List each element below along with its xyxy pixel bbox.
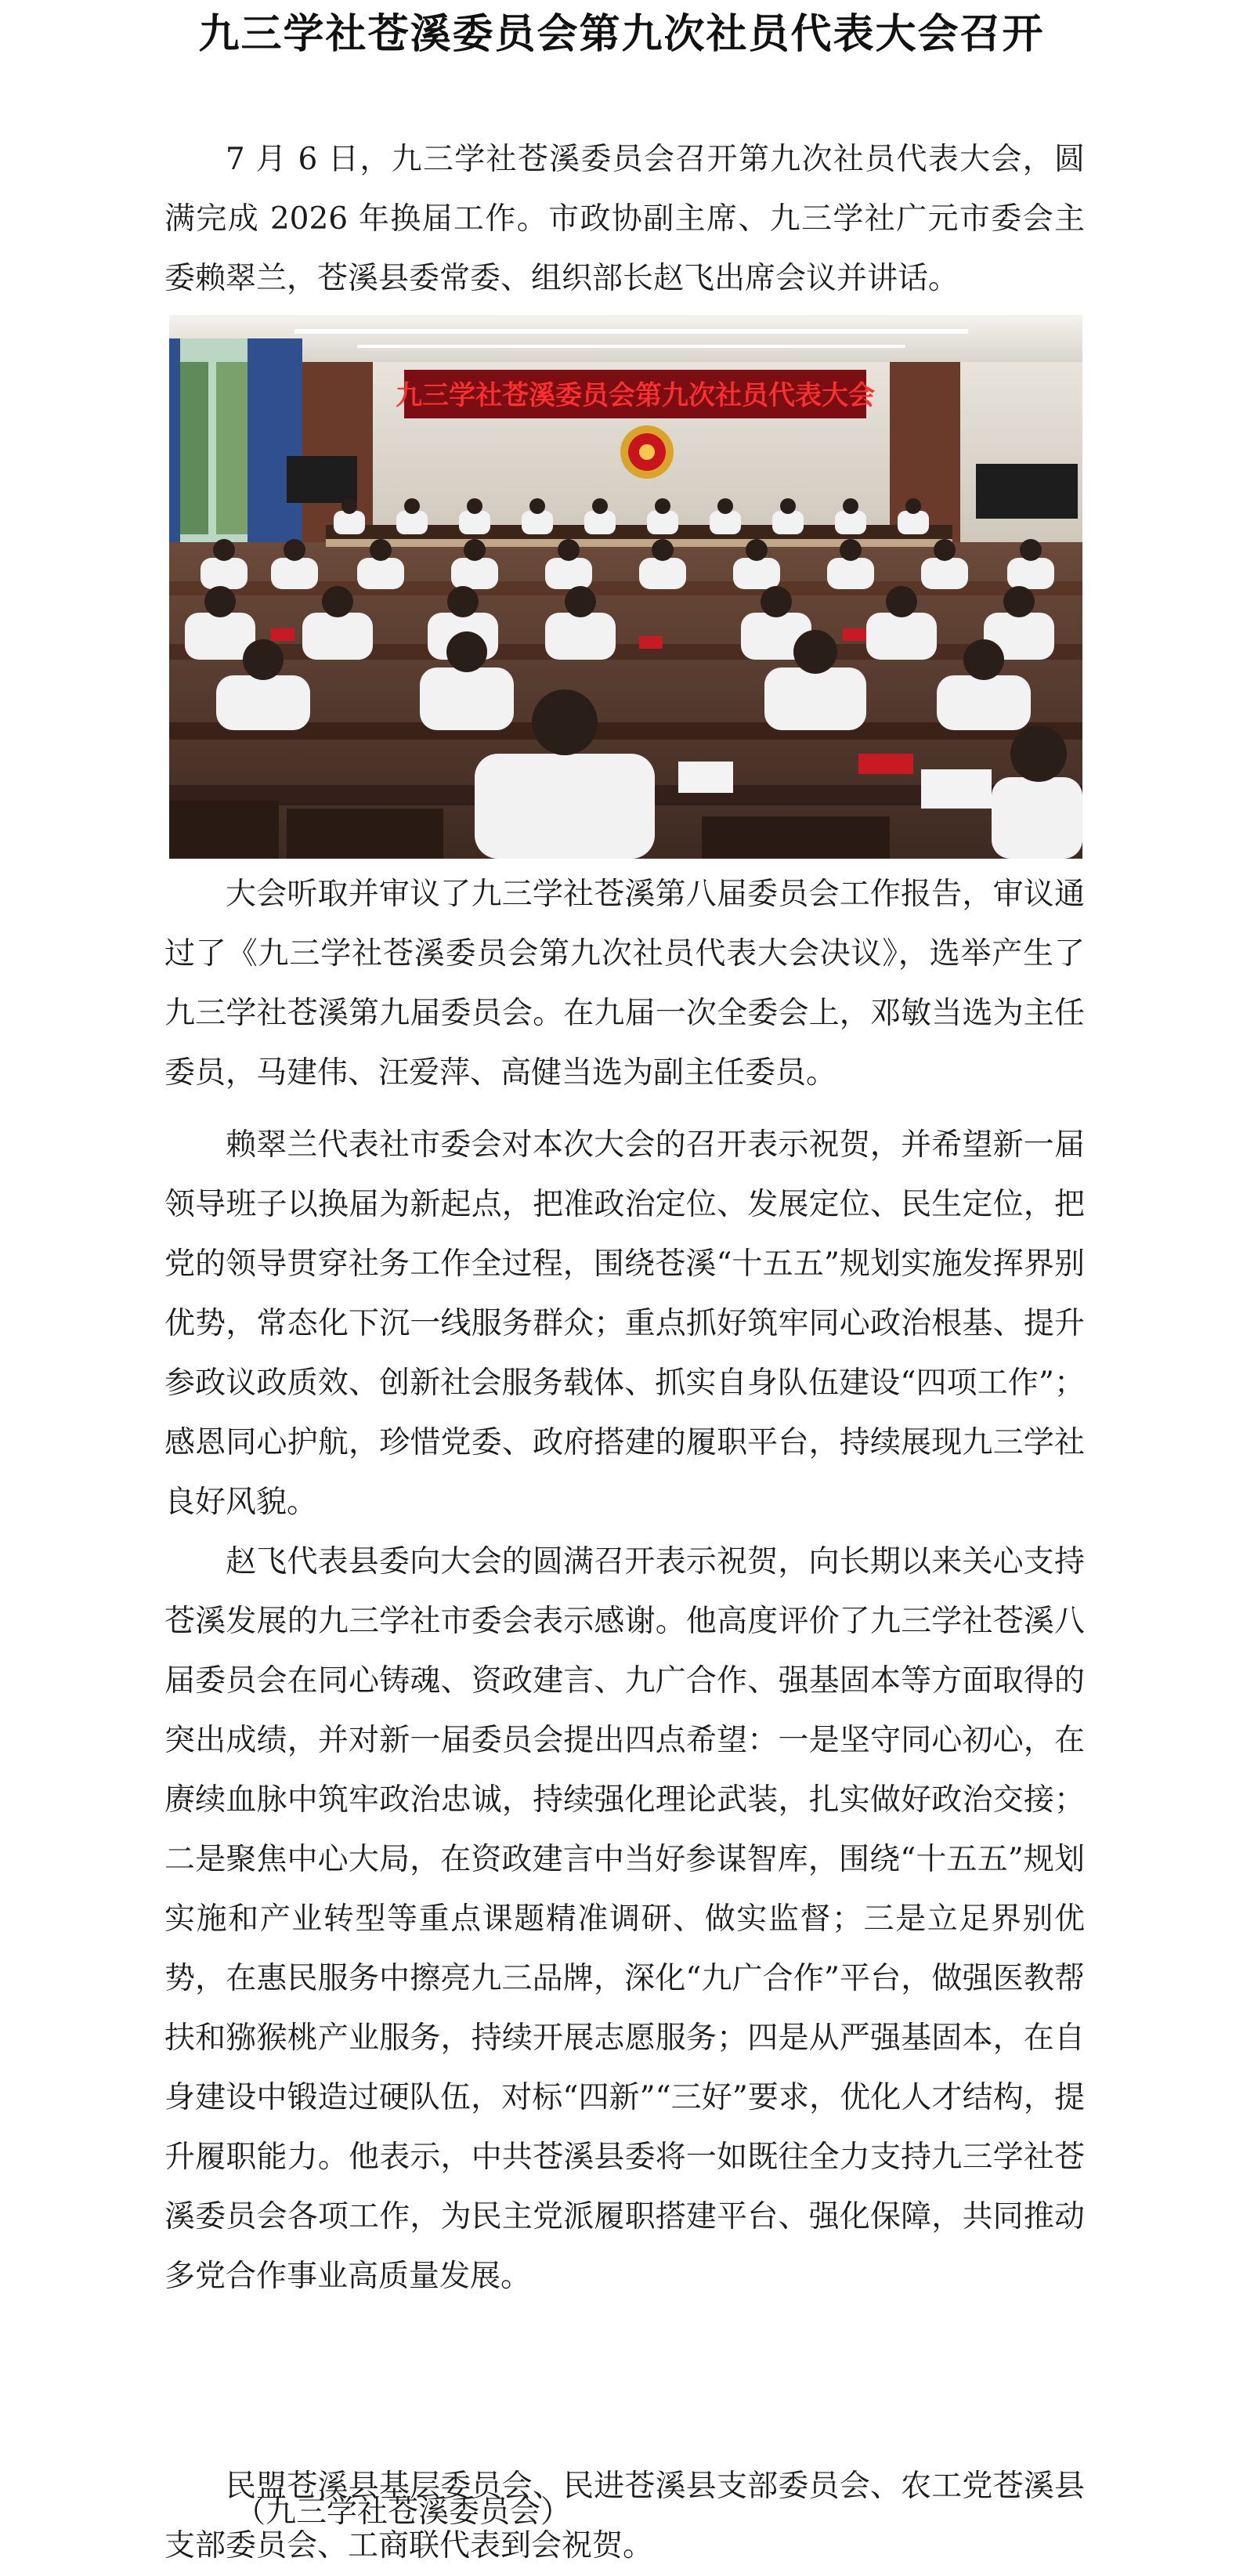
paragraph-zhao-speech: 赵飞代表县委向大会的圆满召开表示祝贺，向长期以来关心支持苍溪发展的九三学社市委会表示感谢。他高度评价了九三学社苍溪八届委员会在同心铸魂、资政建言、九广合作、强基固本等方面取得的突出成绩，并对新一届委员会提出四点希望：一是坚守同心初心，在赓续血脉中筑牢政治忠诚，持续强化理论武装，扎实做好政治交接；二是聚焦中心大局，在资政建言中当好参谋智库，围绕“十五五”规划实施和产业转型等重点课题精准调研、做实监督；三是立足界别优势，在惠民服务中擦亮九三品牌，深化“九广合作”平台，做强医教帮扶和猕猴桃产业服务，持续开展志愿服务；四是从严强基固本，在自身建设中锻造过硬队伍，对标“四新”“三好”要求，优化人才结构，提升履职能力。他表示，中共苍溪县委将一如既往全力支持九三学社苍溪委员会各项工作，为民主党派履职搭建平台、强化保障，共同推动多党合作事业高质量发展。: [164, 1544, 1085, 2294]
article-title: 九三学社苍溪委员会第九次社员代表大会召开: [198, 10, 1045, 58]
paragraph-congratulations: 民盟苍溪县基层委员会、民进苍溪县支部委员会、农工党苍溪县支部委员会、工商联代表到会祝贺。: [164, 2469, 1085, 2563]
paragraph-election: 大会听取并审议了九三学社苍溪第八届委员会工作报告，审议通过了《九三学社苍溪委员会第九次社员代表大会决议》，选举产生了九三学社苍溪第九届委员会。在九届一次全委会上，邓敏当选为主任委员，马建伟、汪爱萍、高健当选为副主任委员。: [164, 877, 1085, 1091]
article-signature: （九三学社苍溪委员会）: [235, 2495, 572, 2530]
cppcc-emblem-icon: [620, 425, 674, 479]
paragraph-lai-speech: 赖翠兰代表社市委会对本次大会的召开表示祝贺，并希望新一届领导班子以换届为新起点，把准政治定位、发展定位、民生定位，把党的领导贯穿社务工作全过程，围绕苍溪“十五五”规划实施发挥界别优势，常态化下沉一线服务群众；重点抓好筑牢同心政治根基、提升参政议政质效、创新社会服务载体、抓实自身队伍建设“四项工作”；感恩同心护航，珍惜党委、政府搭建的履职平台，持续展现九三学社良好风貌。: [164, 1127, 1085, 1520]
banner-text: 九三学社苍溪委员会第九次社员代表大会: [396, 380, 875, 411]
meeting-photo: [169, 315, 1082, 859]
paragraph-intro: 7 月 6 日，九三学社苍溪委员会召开第九次社员代表大会，圆满完成 2026 年换届工作。市政协副主席、九三学社广元市委会主委赖翠兰，苍溪县委常委、组织部长赵飞出席会议并讲话。: [164, 142, 1085, 296]
